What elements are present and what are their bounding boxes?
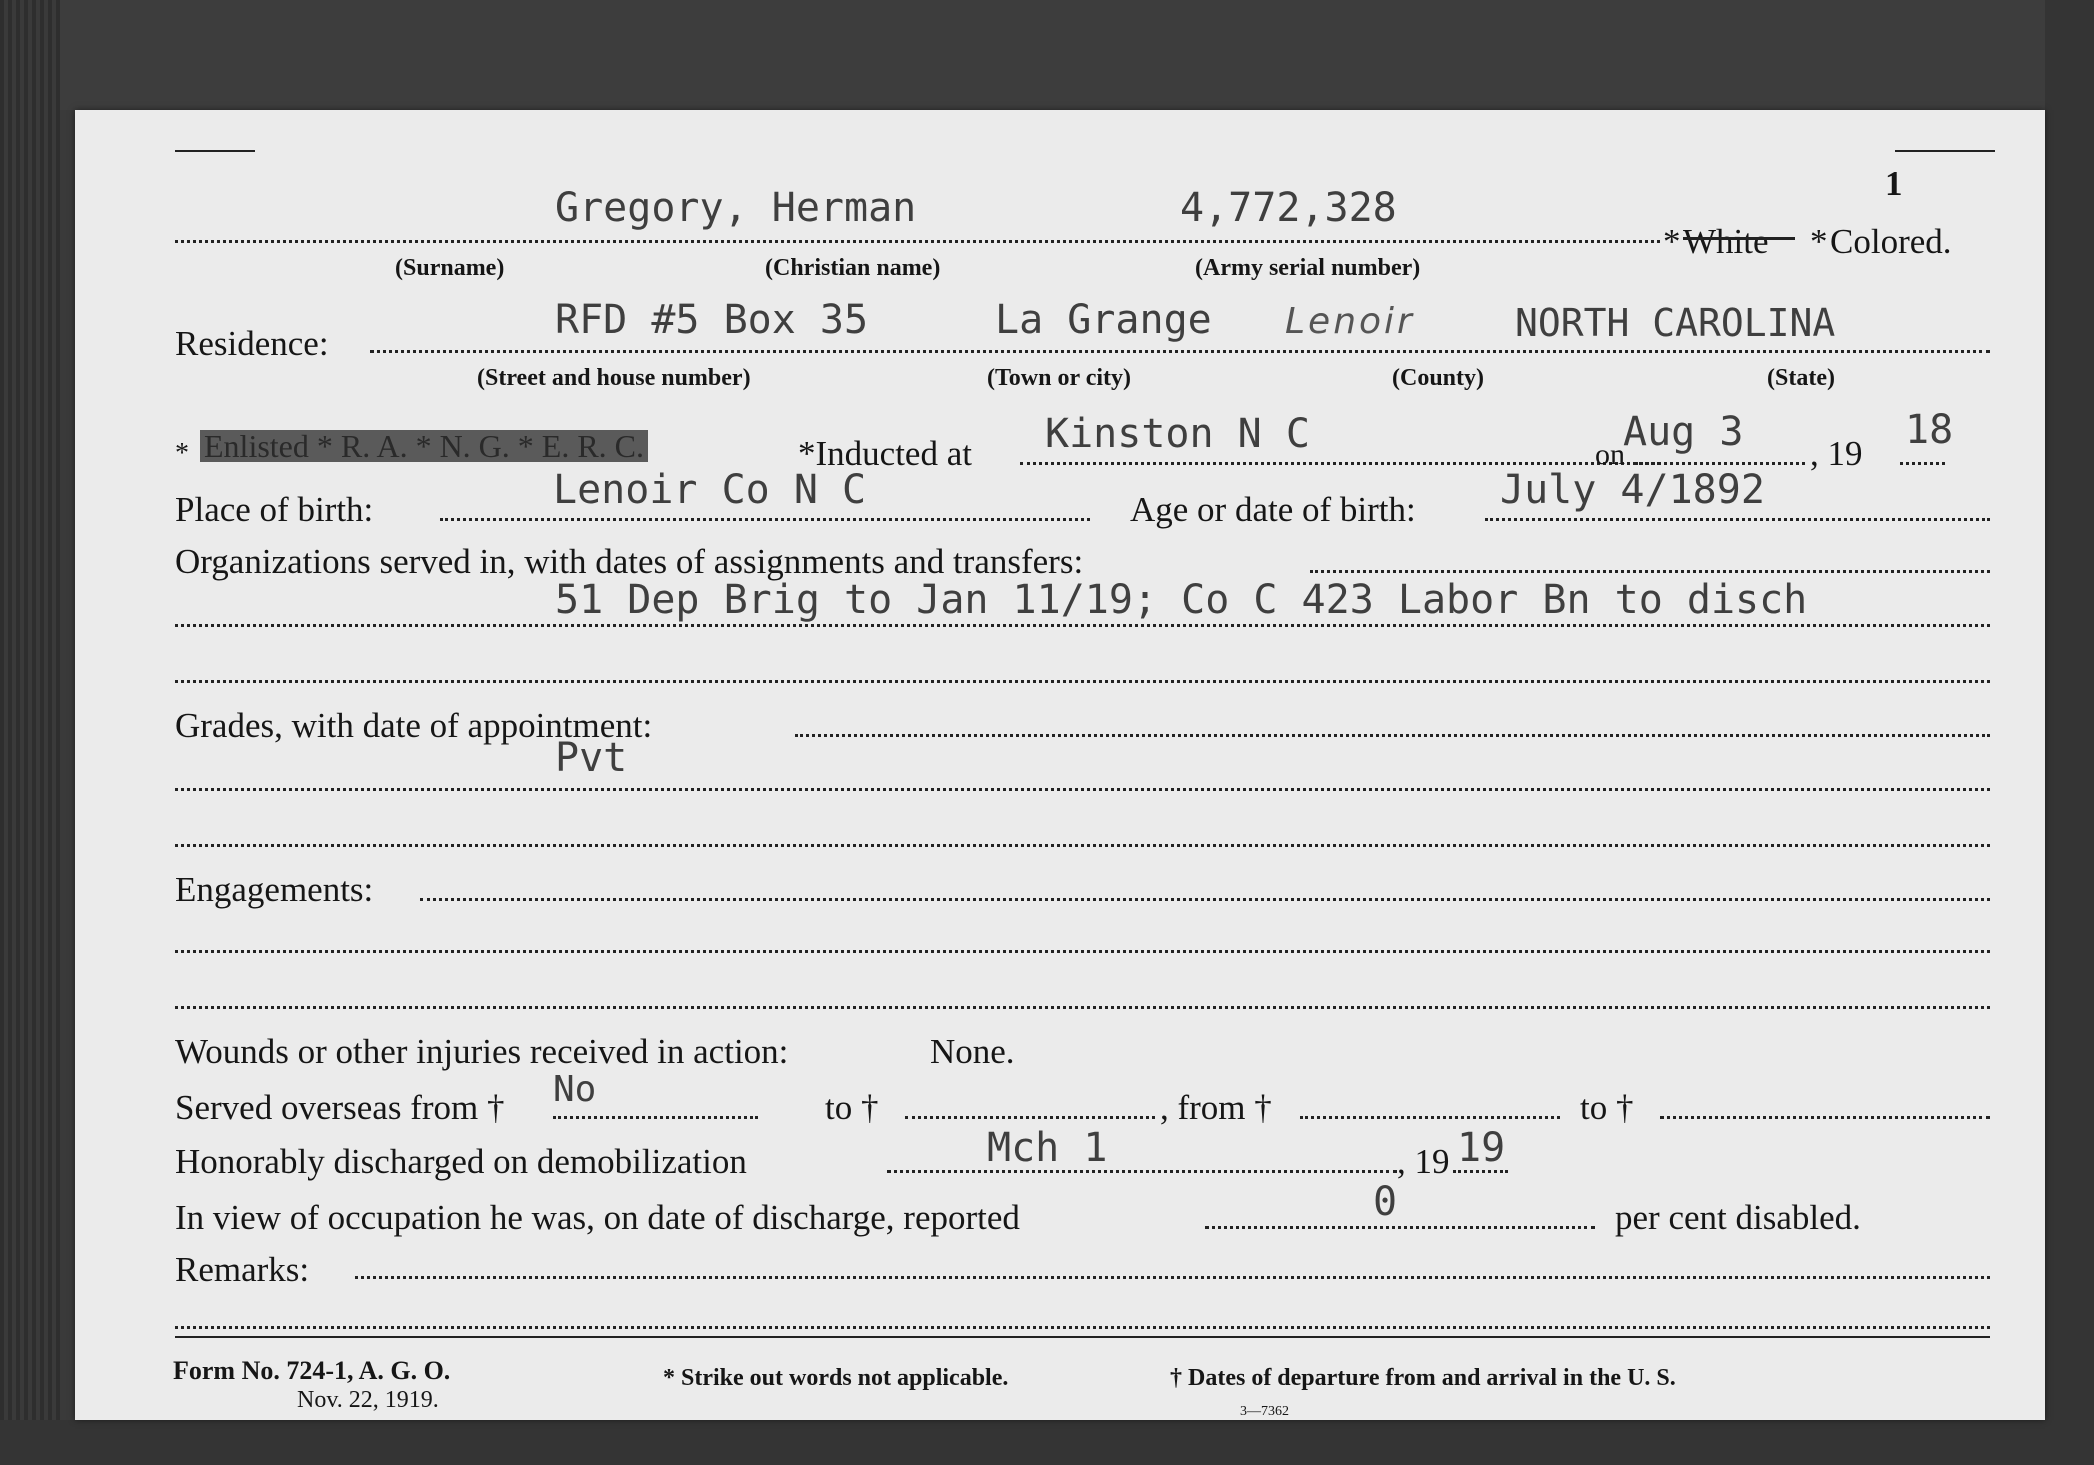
label-state: (State) (1767, 365, 1835, 391)
footer-rule (175, 1336, 1990, 1338)
street-value: RFD #5 Box 35 (555, 297, 869, 343)
residence-label: Residence: (175, 324, 329, 363)
label-town: (Town or city) (987, 365, 1131, 391)
top-left-rule (175, 150, 255, 152)
state-value: NORTH CAROLINA (1515, 301, 1836, 345)
engagements-label: Engagements: (175, 870, 374, 909)
overseas-from-line (553, 1116, 758, 1119)
label-serial: (Army serial number) (1195, 255, 1421, 281)
overseas-to-label-2: to † (1580, 1088, 1634, 1127)
overseas-value: No (553, 1069, 597, 1110)
on-label: on (1595, 438, 1625, 471)
print-code: 3—7362 (1240, 1404, 1289, 1419)
per-cent-label: per cent disabled. (1615, 1198, 1861, 1237)
discharge-date-value: Mch 1 (987, 1125, 1108, 1171)
age-value: July 4/1892 (1500, 467, 1765, 513)
grades-value: Pvt (555, 735, 628, 781)
induct-date-line (1635, 462, 1805, 465)
race-marker-1: * (1663, 222, 1681, 261)
overseas-to-line-1 (905, 1116, 1155, 1119)
race-white: White (1683, 222, 1769, 261)
age-line (1485, 518, 1990, 521)
discharge-year-value: 19 (1457, 1125, 1506, 1171)
enlisted-struck-text: Enlisted * R. A. * N. G. * E. R. C. (200, 430, 648, 462)
inducted-line (1020, 462, 1660, 465)
scanner-backdrop-left (0, 0, 60, 1465)
grades-label: Grades, with date of appointment: (175, 706, 653, 745)
serial-value: 4,772,328 (1180, 185, 1397, 231)
orgs-label: Organizations served in, with dates of assignments and transfers: (175, 542, 1084, 581)
wounds-label: Wounds or other injuries received in action: (175, 1032, 789, 1071)
induct-date-value: Aug 3 (1623, 409, 1744, 455)
top-right-rule (1895, 150, 1995, 152)
age-label: Age or date of birth: (1130, 490, 1416, 529)
scanner-backdrop-top (0, 0, 2094, 110)
footnote-strike: * Strike out words not applicable. (663, 1365, 1009, 1391)
birth-place-label: Place of birth: (175, 490, 374, 529)
induct-year-prefix: , 19 (1810, 434, 1863, 473)
remarks-line-1 (175, 1326, 1990, 1329)
form-date: Nov. 22, 1919. (297, 1387, 439, 1413)
service-record-card (75, 110, 2045, 1420)
orgs-value: 51 Dep Brig to Jan 11/19; Co C 423 Labor Bn to disch (555, 577, 1808, 623)
footnote-dates: † Dates of departure from and arrival in the U. S. (1170, 1365, 1676, 1391)
disabled-value: 0 (1373, 1179, 1398, 1225)
name-line (175, 240, 1660, 243)
surname-value: Gregory, Herman (555, 185, 917, 231)
label-surname: (Surname) (395, 255, 505, 281)
occupation-label: In view of occupation he was, on date of discharge, reported (175, 1198, 1020, 1237)
discharge-year-prefix: , 19 (1397, 1142, 1450, 1181)
orgs-label-line (1310, 570, 1990, 573)
label-street: (Street and house number) (477, 365, 751, 391)
overseas-to-label-1: to † (825, 1088, 879, 1127)
orgs-line-2 (175, 680, 1990, 683)
remarks-label: Remarks: (175, 1250, 310, 1289)
card-number: 1 (1885, 164, 1903, 203)
discharged-label: Honorably discharged on demobilization (175, 1142, 747, 1181)
inducted-label: *Inducted at (798, 434, 972, 473)
overseas-label: Served overseas from † (175, 1088, 505, 1127)
engagements-line-2 (175, 1006, 1990, 1009)
discharge-date-line (887, 1170, 1397, 1173)
county-value: Lenoir (1285, 301, 1415, 342)
enlisted-asterisk: * (175, 438, 189, 469)
race-marker-2: * (1810, 222, 1828, 261)
grades-line-2 (175, 844, 1990, 847)
residence-line (370, 350, 1990, 353)
race-white-strike (1683, 237, 1795, 240)
overseas-from-label: , from † (1160, 1088, 1272, 1127)
birth-place-value: Lenoir Co N C (553, 467, 867, 513)
scanner-backdrop-right (2045, 0, 2094, 1465)
induct-year-line (1900, 462, 1945, 465)
label-county: (County) (1392, 365, 1485, 391)
overseas-to-line-2 (1660, 1116, 1990, 1119)
form-number: Form No. 724-1, A. G. O. (173, 1356, 451, 1385)
race-colored: Colored. (1830, 222, 1952, 261)
inducted-value: Kinston N C (1045, 411, 1310, 457)
label-christian: (Christian name) (765, 255, 941, 281)
induct-year-value: 18 (1905, 407, 1954, 453)
engagements-line-1 (175, 950, 1990, 953)
remarks-line-0 (355, 1276, 1990, 1279)
orgs-line-1 (175, 624, 1990, 627)
disabled-line (1205, 1226, 1595, 1229)
grades-line-1 (175, 788, 1990, 791)
scanner-backdrop-bottom (0, 1420, 2094, 1465)
birth-place-line (440, 518, 1090, 521)
wounds-value: None. (930, 1032, 1015, 1071)
grades-label-line (795, 734, 1990, 737)
discharge-year-line (1453, 1170, 1508, 1173)
engagements-line-0 (420, 898, 1990, 901)
town-value: La Grange (995, 297, 1212, 343)
overseas-from-line-2 (1300, 1116, 1560, 1119)
